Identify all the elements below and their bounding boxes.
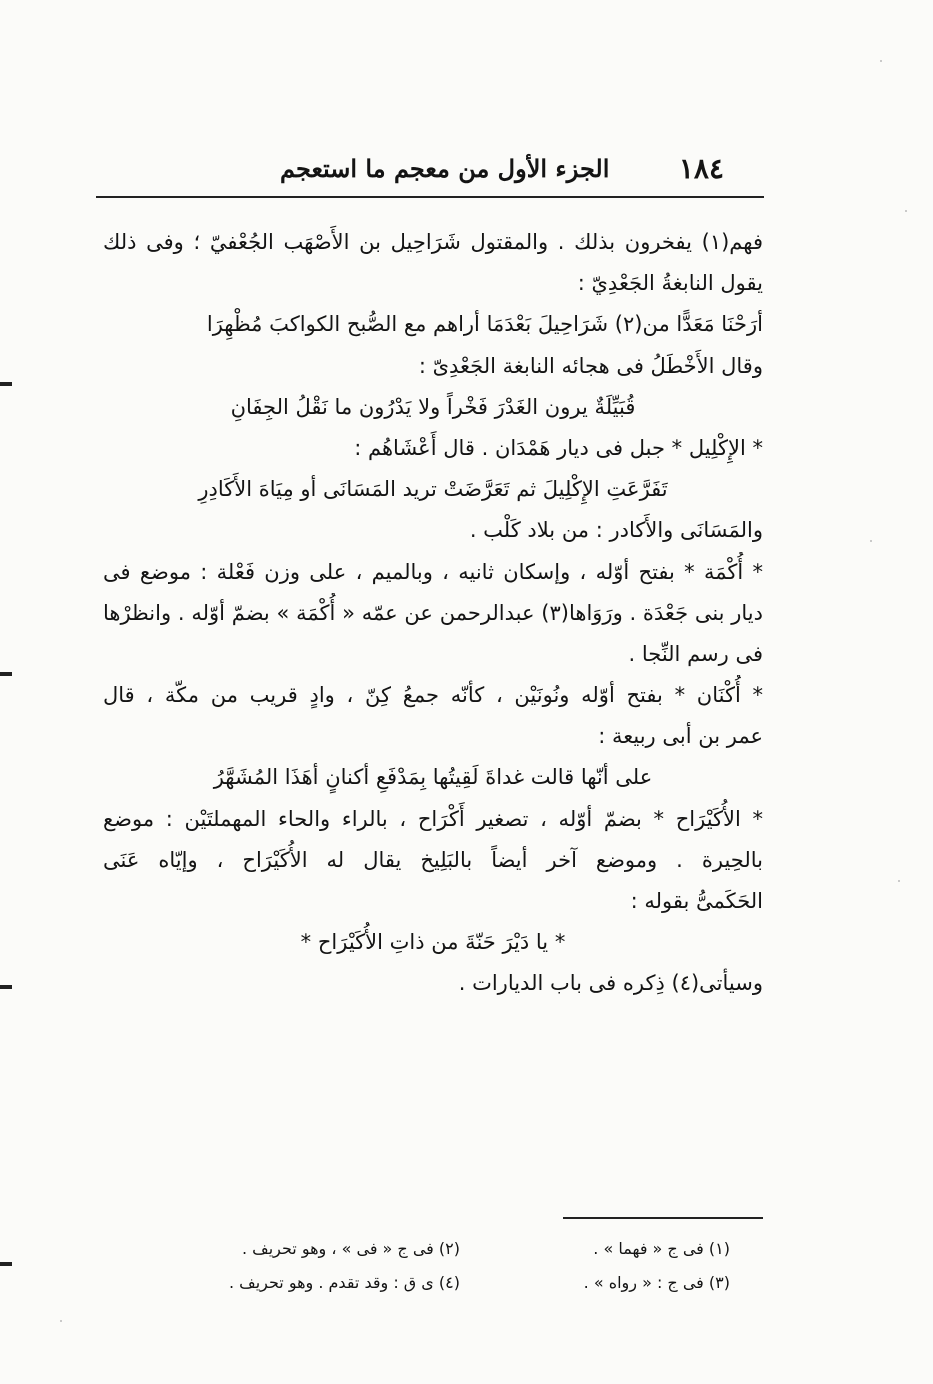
footnotes [150, 1232, 730, 1300]
entry-heading-line: * أُكْمَة * بفتح أوّله ، وإسكان ثانيه ، وبالميم ، على وزن فَعْلة : موضع فى [103, 559, 763, 584]
verse-line: * يا دَيْرَ حَنّةَ من ذاتِ الأُكَيْرَاح * [300, 930, 566, 955]
verse-line: أرَحْنَا مَعَدًّا من(٢) شَرَاحِيلَ بَعْدَمَا أراهم مع الصُّبح الكواكبَ مُظْهِرَا [206, 312, 763, 337]
header-rule [96, 196, 764, 198]
text-line: بالحِيرة . وموضع آخر أيضاً بالبَلِيخ يقال له الأُكَيْرَاح ، وإيّاه عَنَى [103, 847, 763, 872]
paper-speck [898, 880, 900, 882]
footnote-row [150, 1232, 730, 1266]
paper-speck [905, 210, 907, 212]
running-title: الجزء الأول من معجم ما استعجم [280, 154, 610, 183]
margin-mark [0, 1262, 12, 1266]
footnote: (١) فى ج « فهما » . [593, 1239, 730, 1258]
text-line: وقال الأَخْطَلُ فى هجائه النابغة الجَعْدِىّ : [418, 353, 763, 378]
main-text [103, 222, 763, 1005]
text-line: فى رسم النِّجا . [628, 641, 763, 666]
paper-speck [880, 60, 882, 62]
entry-heading-line: * الإِكْلِيل * جبل فى ديار هَمْدَان . قال أَعْشَاهُم : [354, 435, 763, 460]
text-line: فهم(١) يفخرون بذلك . والمقتول شَرَاحِيل بن الأَصْهَب الجُعْفيّ ؛ وفى ذلك [103, 230, 763, 254]
footnote-row [150, 1266, 730, 1300]
text-line: وسيأتى(٤) ذِكره فى باب الديارات . [458, 971, 763, 996]
entry-heading-line: * الأُكَيْرَاح * بضمّ أوّله ، تصغير أَكْرَاح ، بالراء والحاء المهملتَيْن : موضع [103, 806, 763, 831]
margin-mark [0, 985, 12, 989]
footnote-rule [563, 1217, 763, 1219]
footnote: (٢) فى ج « فى » ، وهو تحريف . [241, 1239, 460, 1258]
margin-mark [0, 672, 12, 676]
text-line: عمر بن أبى ربيعة : [598, 724, 763, 749]
margin-mark [0, 382, 12, 386]
footnote: (٣) فى ج : « رواه » . [583, 1273, 730, 1292]
page-number: ١٨٤ [678, 152, 724, 185]
verse-line: قُبَيِّلَةٌ يرون الغَدْرَ فَخْراً ولا يَدْرُون ما نَقْلُ الجِفَانِ [230, 394, 636, 419]
entry-heading-line: * أُكْنَان * بفتح أوّله ونُونَيْن ، كأنّه جمعُ كِنّ ، وادٍ قريب من مكّة ، قال [103, 683, 763, 708]
footnote: (٤) ى ق : وقد تقدم . وهو تحريف . [228, 1273, 460, 1292]
verse-line: تَفَرَّعَتِ الإِكْلِيلَ ثم تَعَرَّضَتْ تريد المَسَانَى أو مِيَاهَ الأَكَادِرِ [198, 477, 668, 502]
text-line: ديار بنى جَعْدَة . ورَوَاها(٣) عبدالرحمن عن عمّه « أُكْمَة » بضمّ أوّله . وانظرْها [103, 600, 763, 625]
page-header [100, 152, 764, 196]
paper-speck [870, 540, 872, 542]
paper-speck [60, 1320, 62, 1322]
text-line: الحَكَمىُّ بقوله : [630, 889, 763, 913]
verse-line: على أنّها قالت غداةَ لَقِيتُها بِمَدْفَعِ أكنانٍ أهَذَا المُشَهَّرُ [213, 765, 653, 790]
text-line: والمَسَانَى والأَكادر : من بلاد كَلْب . [469, 518, 763, 543]
text-line: يقول النابغةُ الجَعْدِيّ : [577, 271, 763, 296]
